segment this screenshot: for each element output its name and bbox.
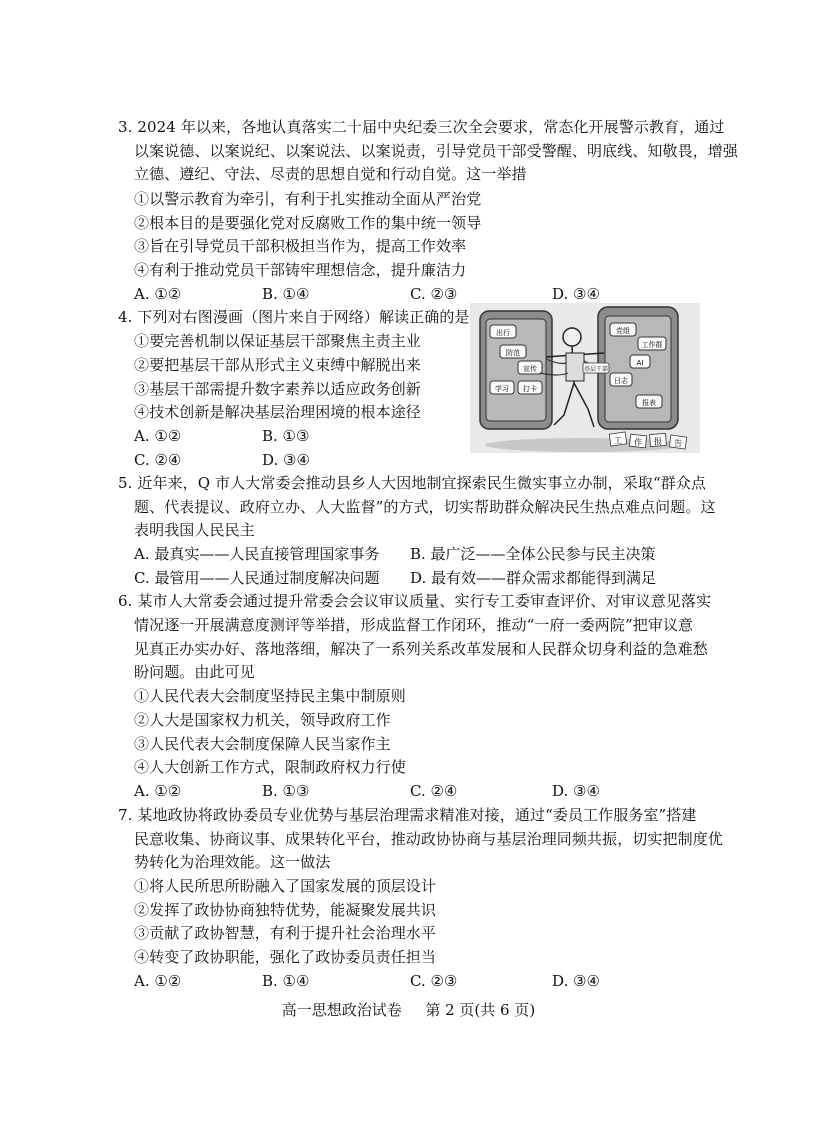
question-stem-line: 情况逐一开展满意度测评等举措，形成监督工作闭环，推动“一府一委两院”把审议意 xyxy=(134,616,694,634)
statement-option: ③基层干部需提升数字素养以适应政务创新 xyxy=(134,380,421,398)
statement-option: ①以警示教育为牵引，有利于扎实推动全面从严治党 xyxy=(134,190,482,208)
app-label: 日志 xyxy=(614,377,628,385)
exam-title: 高一思想政治试卷 xyxy=(281,1001,402,1019)
app-label: 工作群 xyxy=(641,341,663,349)
app-label: 出行 xyxy=(496,329,510,337)
statement-option: ④有利于推动党员干部铸牢理想信念，提升廉洁力 xyxy=(134,261,467,279)
figure-tag: 基层干部 xyxy=(583,366,609,373)
answer-choice-a: A. ①② xyxy=(134,427,182,445)
question-stem-line: 势转化为治理效能。这一做法 xyxy=(134,853,331,871)
question-stem-line: 5. 近年来，Q 市人大常委会推动县乡人大因地制宜探索民生微实事立办制，采取“群众点 xyxy=(118,474,707,492)
answer-choice-b: B. ①③ xyxy=(262,427,310,445)
question-stem-line: 表明我国人民民主 xyxy=(134,521,255,539)
answer-choice-a: A. 最真实——人民直接管理国家事务 xyxy=(134,545,380,563)
answer-choice-a: A. ①② xyxy=(134,782,182,800)
answer-choice-b: B. ①④ xyxy=(262,285,310,303)
app-label: 党组 xyxy=(616,327,630,335)
answer-choice-d: D. ③④ xyxy=(552,972,600,990)
answer-choice-d: D. ③④ xyxy=(552,782,600,800)
app-label: 防范 xyxy=(506,349,520,357)
question-stem-line: 盼问题。由此可见 xyxy=(134,663,255,681)
question-stem-line: 见真正办实办好、落地落细，解决了一系列关系改革发展和人民群众切身利益的急难愁 xyxy=(134,640,708,658)
right-phone xyxy=(598,307,678,429)
cartoon-illustration xyxy=(470,303,700,453)
question-stem-line: 题、代表提议、政府立办、人大监督”的方式，切实帮助群众解决民生热点难点问题。这 xyxy=(134,498,716,516)
question-stem-line: 6. 某市人大常委会通过提升常委会会议审议质量、实行专工委审查评价、对审议意见落实 xyxy=(118,592,712,610)
question-stem-line: 民意收集、协商议事、成果转化平台，推动政协协商与基层治理同频共振，切实把制度优 xyxy=(134,830,723,848)
statement-option: ④技术创新是解决基层治理困境的根本途径 xyxy=(134,403,421,421)
answer-choice-b: B. ①③ xyxy=(262,782,310,800)
card-char: 作 xyxy=(634,438,642,447)
statement-option: ④转变了政协职能，强化了政协委员责任担当 xyxy=(134,948,437,966)
statement-option: ①将人民所思所盼融入了国家发展的顶层设计 xyxy=(134,877,437,895)
app-label: 报表 xyxy=(642,399,656,407)
statement-option: ③旨在引导党员干部积极担当作为，提高工作效率 xyxy=(134,237,467,255)
answer-choice-c: C. ②③ xyxy=(410,285,458,303)
question-stem-line: 3. 2024 年以来，各地认真落实二十届中央纪委三次全会要求，常态化开展警示教育，通过 xyxy=(118,118,725,136)
app-label: 学习 xyxy=(495,385,509,393)
page-footer xyxy=(0,1000,817,1020)
statement-option: ③人民代表大会制度保障人民当家作主 xyxy=(134,735,391,753)
question-stem-line: 4. 下列对右图漫画（图片来自于网络）解读正确的是 xyxy=(118,308,470,326)
statement-option: ②要把基层干部从形式主义束缚中解脱出来 xyxy=(134,356,421,374)
statement-option: ①要完善机制以保证基层干部聚焦主责主业 xyxy=(134,332,421,350)
answer-choice-d: D. 最有效——群众需求都能得到满足 xyxy=(410,569,657,587)
page-number: 第 2 页(共 6 页) xyxy=(425,1001,536,1019)
statement-option: ②发挥了政协协商独特优势，能凝聚发展共识 xyxy=(134,901,437,919)
card-char: 报 xyxy=(654,437,662,446)
answer-choice-c: C. ②③ xyxy=(410,972,458,990)
statement-option: ②人大是国家权力机关，领导政府工作 xyxy=(134,711,391,729)
question-stem-line: 以案说德、以案说纪、以案说法、以案说责，引导党员干部受警醒、明底线、知敬畏，增强 xyxy=(134,142,739,160)
statement-option: ④人大创新工作方式，限制政府权力行使 xyxy=(134,758,406,776)
statement-option: ①人民代表大会制度坚持民主集中制原则 xyxy=(134,687,406,705)
app-label: 打卡 xyxy=(523,385,537,393)
answer-choice-c: C. 最管用——人民通过制度解决问题 xyxy=(134,569,380,587)
left-phone xyxy=(480,311,552,429)
app-label: 宣传 xyxy=(523,365,537,373)
statement-option: ③贡献了政协智慧，有利于提升社会治理水平 xyxy=(134,924,437,942)
app-label: AI xyxy=(636,359,644,367)
card-char: 工 xyxy=(614,436,622,445)
answer-choice-c: C. ②④ xyxy=(134,451,182,469)
answer-choice-a: A. ①② xyxy=(134,972,182,990)
answer-choice-d: D. ③④ xyxy=(262,451,310,469)
question-stem-line: 立德、遵纪、守法、尽责的思想自觉和行动自觉。这一举措 xyxy=(134,165,527,183)
answer-choice-b: B. 最广泛——全体公民参与民主决策 xyxy=(410,545,656,563)
answer-choice-d: D. ③④ xyxy=(552,285,600,303)
card-char: 告 xyxy=(674,439,682,448)
answer-choice-b: B. ①④ xyxy=(262,972,310,990)
answer-choice-a: A. ①② xyxy=(134,285,182,303)
question-stem-line: 7. 某地政协将政协委员专业优势与基层治理需求精准对接，通过“委员工作服务室”搭建 xyxy=(118,806,697,824)
statement-option: ②根本目的是要强化党对反腐败工作的集中统一领导 xyxy=(134,214,482,232)
answer-choice-c: C. ②④ xyxy=(410,782,458,800)
